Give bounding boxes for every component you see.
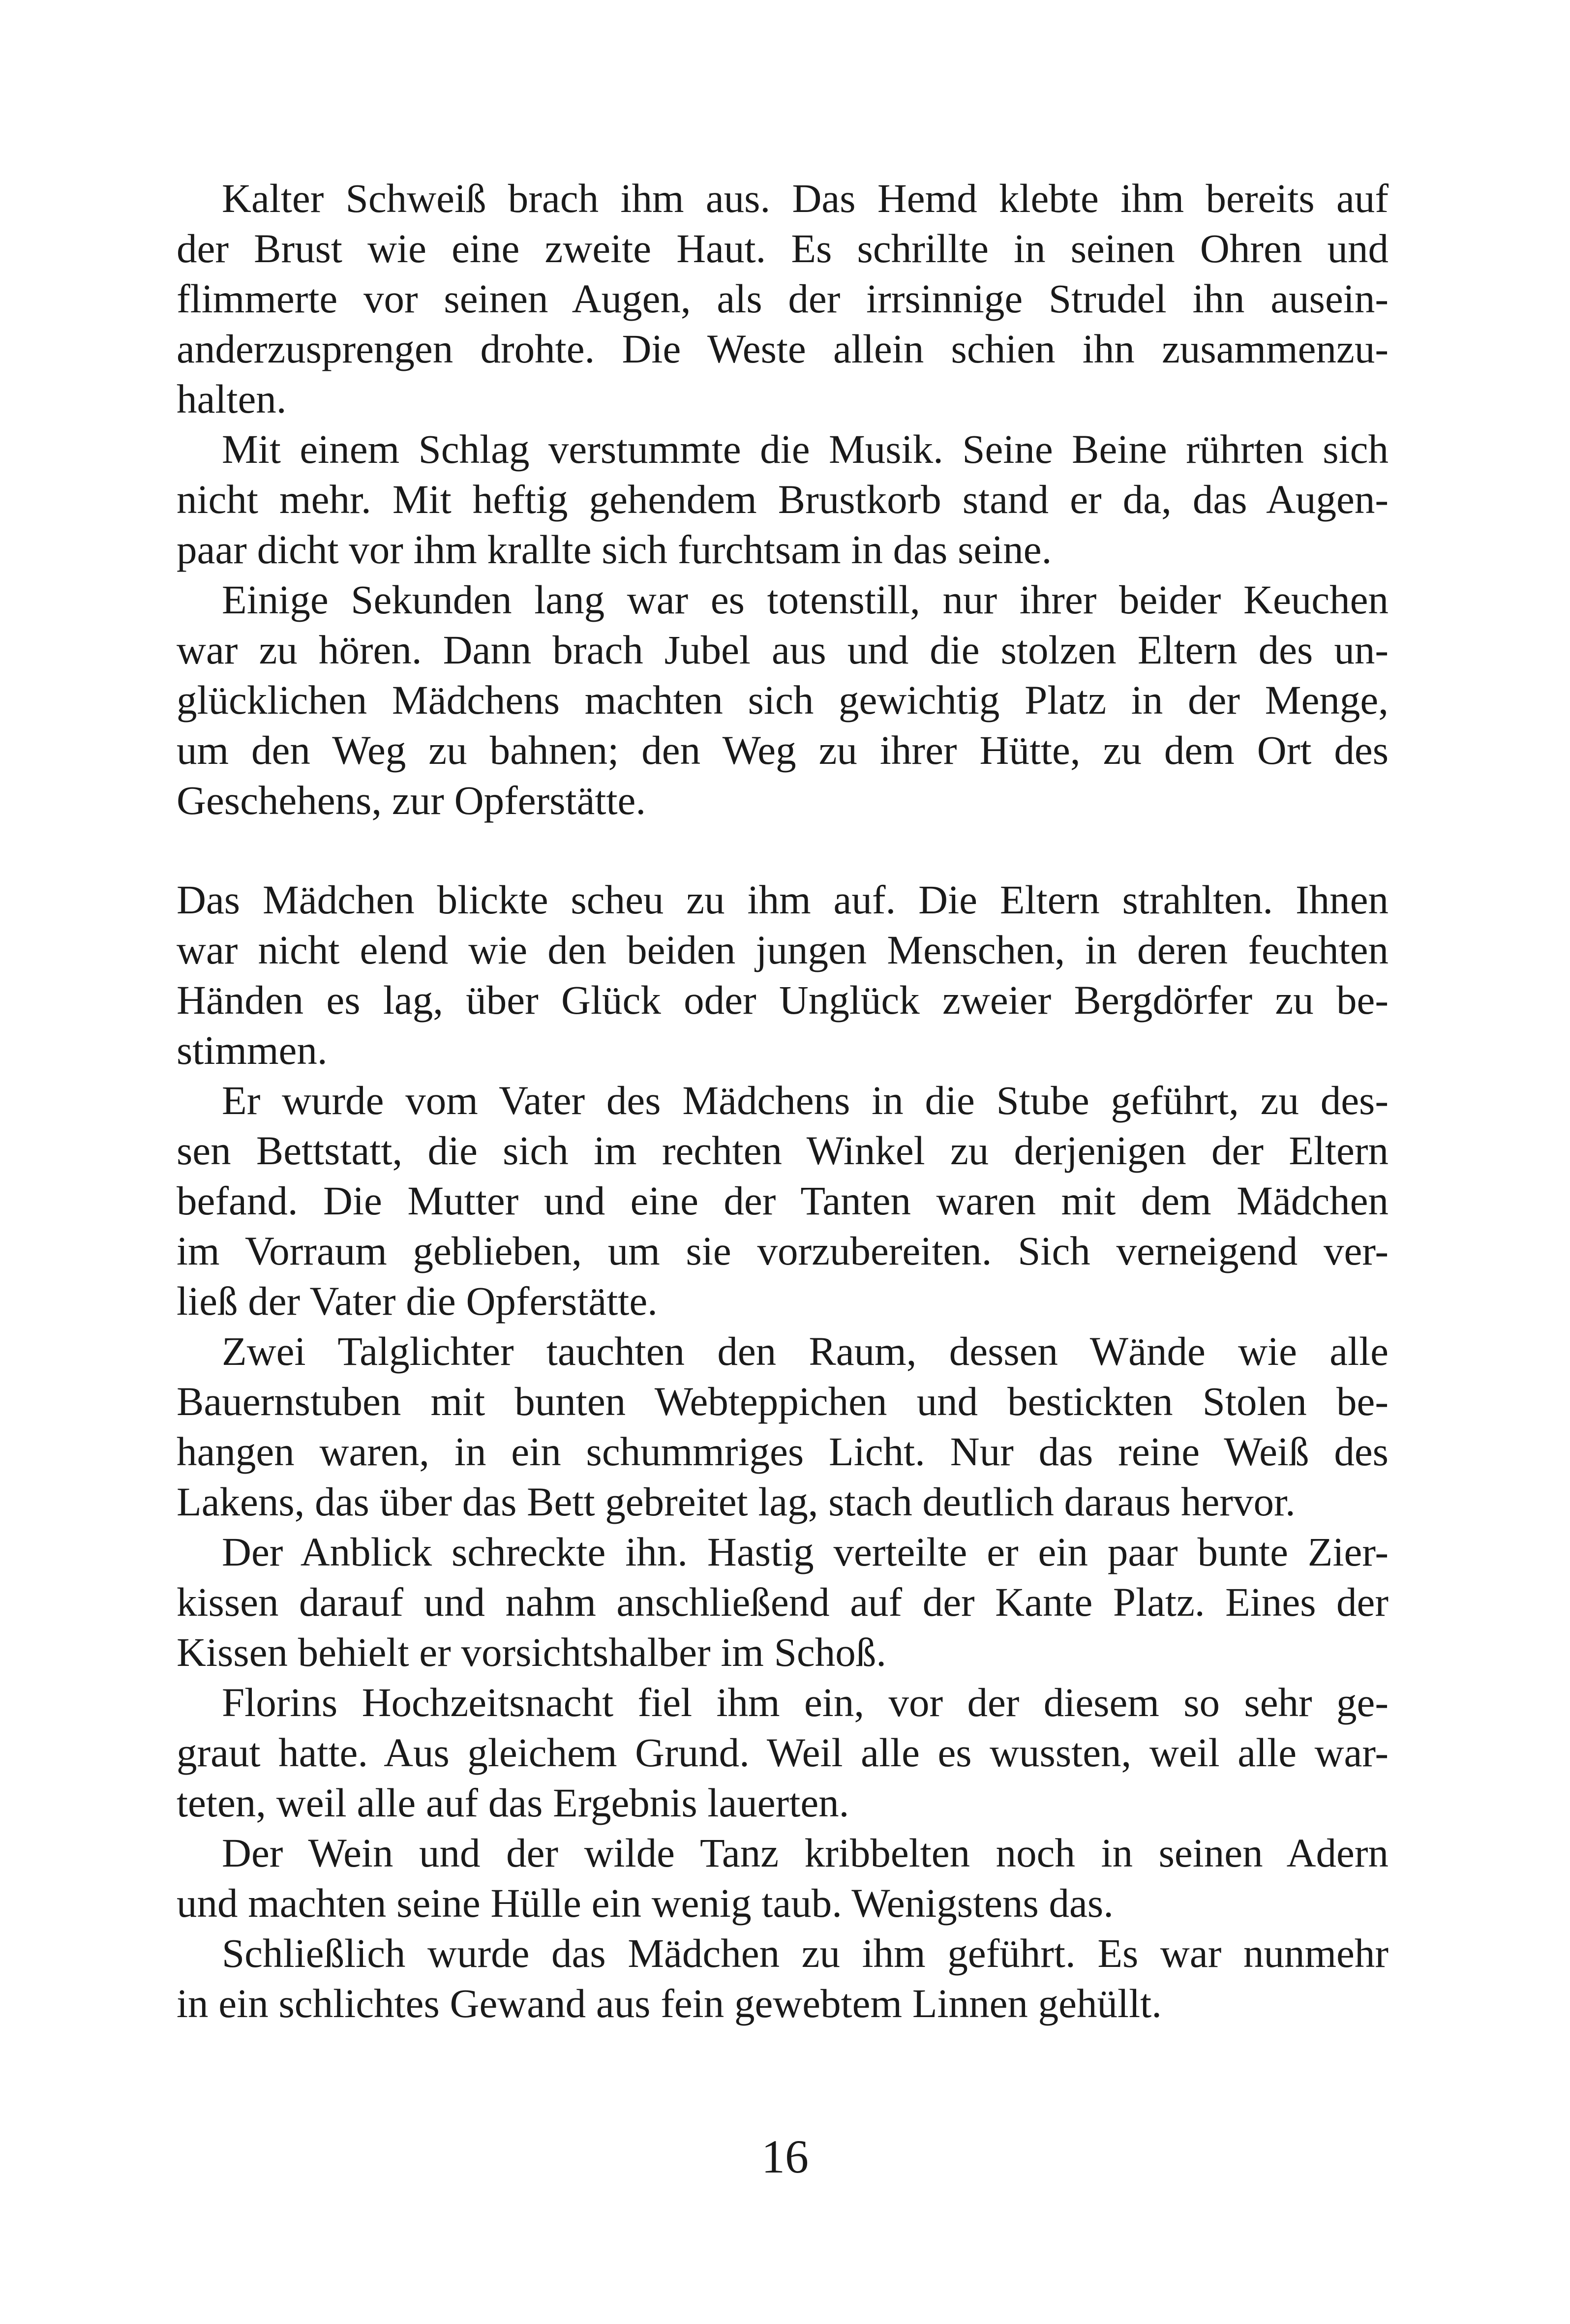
text-line: befand. Die Mutter und eine der Tanten waren mit dem Mädchen	[177, 1178, 1389, 1223]
text-line: der Brust wie eine zweite Haut. Es schrillte in seinen Ohren und	[177, 226, 1389, 271]
text-line: ließ der Vater die Opferstätte.	[177, 1278, 658, 1324]
text-line: Geschehens, zur Opferstätte.	[177, 778, 646, 823]
text-line: sen Bettstatt, die sich im rechten Winkel zu derjenigen der Eltern	[177, 1128, 1389, 1173]
paragraph	[177, 574, 1389, 825]
text-line: war zu hören. Dann brach Jubel aus und die stolzen Eltern des un-	[177, 627, 1389, 672]
paragraph	[177, 1326, 1389, 1527]
text-line: anderzusprengen drohte. Die Weste allein schien ihn zusammenzu-	[177, 326, 1389, 371]
paragraph	[177, 1828, 1389, 1928]
paragraph	[177, 1075, 1389, 1326]
paragraph	[177, 173, 1389, 424]
text-line: Er wurde vom Vater des Mädchens in die Stube geführt, zu des-	[222, 1078, 1389, 1123]
paragraph	[177, 1928, 1389, 2028]
paragraph	[177, 1677, 1389, 1828]
text-line: Einige Sekunden lang war es totenstill, nur ihrer beider Keuchen	[222, 577, 1389, 622]
text-line: Lakens, das über das Bett gebreitet lag, stach deutlich daraus hervor.	[177, 1479, 1296, 1524]
text-line: kissen darauf und nahm anschließend auf der Kante Platz. Eines der	[177, 1579, 1389, 1625]
text-line: stimmen.	[177, 1027, 328, 1073]
text-line: teten, weil alle auf das Ergebnis lauerten.	[177, 1780, 849, 1825]
text-line: Kalter Schweiß brach ihm aus. Das Hemd klebte ihm bereits auf	[222, 176, 1389, 221]
text-line: hangen waren, in ein schummriges Licht. Nur das reine Weiß des	[177, 1429, 1389, 1474]
text-section-1	[177, 173, 1389, 825]
text-line: um den Weg zu bahnen; den Weg zu ihrer Hütte, zu dem Ort des	[177, 727, 1389, 773]
text-line: paar dicht vor ihm krallte sich furchtsam in das seine.	[177, 527, 1052, 572]
text-line: Kissen behielt er vorsichtshalber im Schoß.	[177, 1630, 886, 1675]
paragraph	[177, 1527, 1389, 1677]
text-line: Florins Hochzeitsnacht fiel ihm ein, vor der diesem so sehr ge-	[222, 1680, 1389, 1725]
text-line: im Vorraum geblieben, um sie vorzubereiten. Sich verneigend ver-	[177, 1228, 1389, 1273]
text-line: Das Mädchen blickte scheu zu ihm auf. Die Eltern strahlten. Ihnen	[177, 877, 1389, 922]
text-line: Schließlich wurde das Mädchen zu ihm geführt. Es war nunmehr	[222, 1931, 1389, 1976]
text-line: und machten seine Hülle ein wenig taub. Wenigstens das.	[177, 1880, 1114, 1926]
text-line: in ein schlichtes Gewand aus fein gewebtem Linnen gehüllt.	[177, 1981, 1162, 2026]
text-line: Mit einem Schlag verstummte die Musik. Seine Beine rührten sich	[222, 426, 1389, 472]
page-body	[177, 173, 1389, 2028]
page-number: 16	[761, 2130, 809, 2183]
text-line: Händen es lag, über Glück oder Unglück zweier Bergdörfer zu be-	[177, 977, 1389, 1023]
text-line: Der Anblick schreckte ihn. Hastig verteilte er ein paar bunte Zier-	[222, 1529, 1389, 1574]
text-line: Zwei Talglichter tauchten den Raum, dessen Wände wie alle	[222, 1328, 1389, 1374]
text-line: war nicht elend wie den beiden jungen Menschen, in deren feuchten	[177, 927, 1389, 972]
text-line: flimmerte vor seinen Augen, als der irrsinnige Strudel ihn ausein-	[177, 276, 1389, 321]
paragraph	[177, 875, 1389, 1075]
text-line: glücklichen Mädchens machten sich gewichtig Platz in der Menge,	[177, 677, 1389, 723]
text-line: Bauernstuben mit bunten Webteppichen und bestickten Stolen be-	[177, 1379, 1389, 1424]
text-line: Der Wein und der wilde Tanz kribbelten noch in seinen Adern	[222, 1830, 1389, 1875]
text-line: graut hatte. Aus gleichem Grund. Weil alle es wussten, weil alle war-	[177, 1730, 1389, 1775]
text-section-2	[177, 875, 1389, 2028]
text-line: nicht mehr. Mit heftig gehendem Brustkorb stand er da, das Augen-	[177, 477, 1389, 522]
paragraph	[177, 424, 1389, 574]
text-line: halten.	[177, 376, 287, 422]
